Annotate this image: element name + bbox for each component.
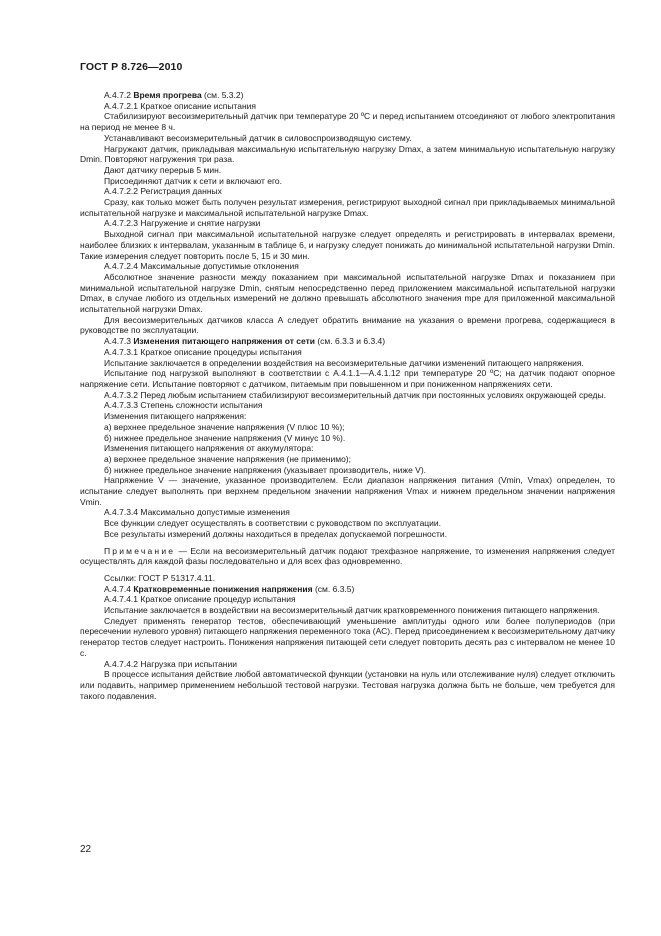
section-heading-voltage-dips: А.4.7.4 Кратковременные понижения напряжения (см. 6.3.5) (104, 583, 355, 594)
paragraph: А.4.7.3.2 Перед любым испытанием стабилизируют весоизмерительный датчик при постоянных условиях окружающей среды. (104, 389, 606, 400)
paragraph: Изменения питающего напряжения от аккумулятора: (104, 443, 314, 454)
subsection-heading: А.4.7.3.1 Краткое описание процедуры испытания (104, 346, 302, 357)
paragraph: Устанавливают весоизмерительный датчик в силовоспроизводящую систему. (104, 132, 412, 143)
page-header-standard-title: ГОСТ Р 8.726—2010 (80, 61, 183, 73)
paragraph: В процессе испытания действие любой автоматической функции (установки на нуль или отслеживание нуля) следует отключить или подавить, например применением небольшой тестовой нагрузки. Тестовая нагрузка должна быть не больше, чем требуется для такого подавления. (80, 669, 615, 701)
references: Ссылки: ГОСТ Р 51317.4.11. (104, 572, 216, 583)
page-number: 22 (80, 844, 92, 855)
subsection-heading: А.4.7.2.1 Краткое описание испытания (104, 100, 256, 111)
subsection-heading: А.4.7.4.1 Краткое описание процедур испытания (104, 594, 296, 605)
paragraph: Для весоизмерительных датчиков класса А следует обратить внимание на указания о времени прогрева, содержащиеся в руководстве по эксплуатации. (80, 314, 615, 336)
subsection-heading: А.4.7.3.3 Степень сложности испытания (104, 400, 263, 411)
page-body (80, 90, 615, 701)
list-item: а) верхнее предельное значение напряжения (V плюс 10 %); (104, 421, 345, 432)
paragraph: Напряжение V — значение, указанное производителем. Если диапазон напряжения питания (Vmin, Vmax) определен, то испытание следует выполнять при верхнем предельном значении напряжения Vmax и нижнем предельном значении напряжения Vmin. (80, 475, 615, 507)
paragraph: Испытание заключается в определении воздействия на весоизмерительные датчики изменений питающего напряжения. (104, 357, 584, 368)
paragraph: Сразу, как только может быть получен результат измерения, регистрируют выходной сигнал при прикладываемых минимальной испытательной нагрузке и максимальной испытательной нагрузке Dmax. (80, 197, 615, 218)
list-item: б) нижнее предельное значение напряжения (V минус 10 %). (104, 432, 346, 443)
list-item: б) нижнее предельное значение напряжения (указывает производитель, ниже V). (104, 464, 427, 475)
paragraph: Испытание под нагрузкой выполняют в соответствии с А.4.1.1—А.4.1.12 при температуре 20 ºС; на датчик подают опорное напряжение сети. Испытание повторяют с датчиком, питаемым при повышенном и при пониженном напряжениях сети. (80, 368, 615, 389)
paragraph: Следует применять генератор тестов, обеспечивающий уменьшение амплитуды одного или более полупериодов (при пересечении нулевого уровня) питающего напряжения переменного тока (АС). Перед присоединением к весоизмерительному датчику генератор тестов следует настроить. Понижения напряжения питающей сети следует повторить десять раз с интервалом не менее 10 с. (80, 615, 615, 658)
section-heading-supply-voltage: А.4.7.3 Изменения питающего напряжения от сети (см. 6.3.3 и 6.3.4) (104, 336, 386, 347)
subsection-heading: А.4.7.4.2 Нагрузка при испытании (104, 658, 237, 669)
paragraph: Все результаты измерений должны находиться в пределах допускаемой погрешности. (104, 528, 448, 539)
paragraph: Присоединяют датчик к сети и включают его. (104, 175, 282, 186)
paragraph: Стабилизируют весоизмерительный датчик при температуре 20 ºС и перед испытанием отсоединяют от любого электропитания на период не менее 8 ч. (80, 111, 615, 133)
paragraph: Дают датчику перерыв 5 мин. (104, 164, 222, 175)
paragraph: Все функции следует осуществлять в соответствии с руководством по эксплуатации. (104, 518, 442, 529)
subsection-heading: А.4.7.3.4 Максимально допустимые изменения (104, 507, 290, 518)
paragraph: Изменения питающего напряжения: (104, 411, 247, 422)
paragraph: Выходной сигнал при максимальной испытательной нагрузке следует определять и регистрировать в интервалах времени, наиболее близких к интервалам, указанным в таблице 6, и нагрузку следует понижать до минимальной испытательной нагрузки Dmin. Такие измерения следует повторить после 5, 15 и 30 мин. (80, 229, 615, 261)
section-heading-warmup: А.4.7.2 Время прогрева (см. 5.3.2) (104, 90, 244, 100)
note: Примечание — Если на весоизмерительный датчик подают трехфазное напряжение, то изменения напряжения следует осуществлять для каждой фазы последовательно и для всех фаз одновременно. (80, 545, 615, 567)
subsection-heading: А.4.7.2.3 Нагружение и снятие нагрузки (104, 218, 261, 229)
paragraph: Абсолютное значение разности между показанием при максимальной испытательной нагрузке Dmax и показанием при минимальной испытательной нагрузке Dmin, снятым непосредственно перед приложением максимальной испытательной нагрузки Dmax, в случае любого из отдельных измерений не должно превышать абсолютного значения mpe для приложенной максимальной испытательной нагрузки Dmax. (80, 271, 615, 315)
paragraph: Нагружают датчик, прикладывая максимальную испытательную нагрузку Dmax, а затем минимальную испытательную нагрузку Dmin. Повторяют нагружения три раза. (80, 143, 615, 165)
subsection-heading: А.4.7.2.4 Максимальные допустимые отклонения (104, 261, 299, 272)
subsection-heading: А.4.7.2.2 Регистрация данных (104, 186, 222, 197)
list-item: а) верхнее предельное значение напряжения (не применимо); (104, 453, 351, 464)
paragraph: Испытание заключается в воздействии на весоизмерительный датчик кратковременного понижения питающего напряжения. (104, 605, 600, 616)
